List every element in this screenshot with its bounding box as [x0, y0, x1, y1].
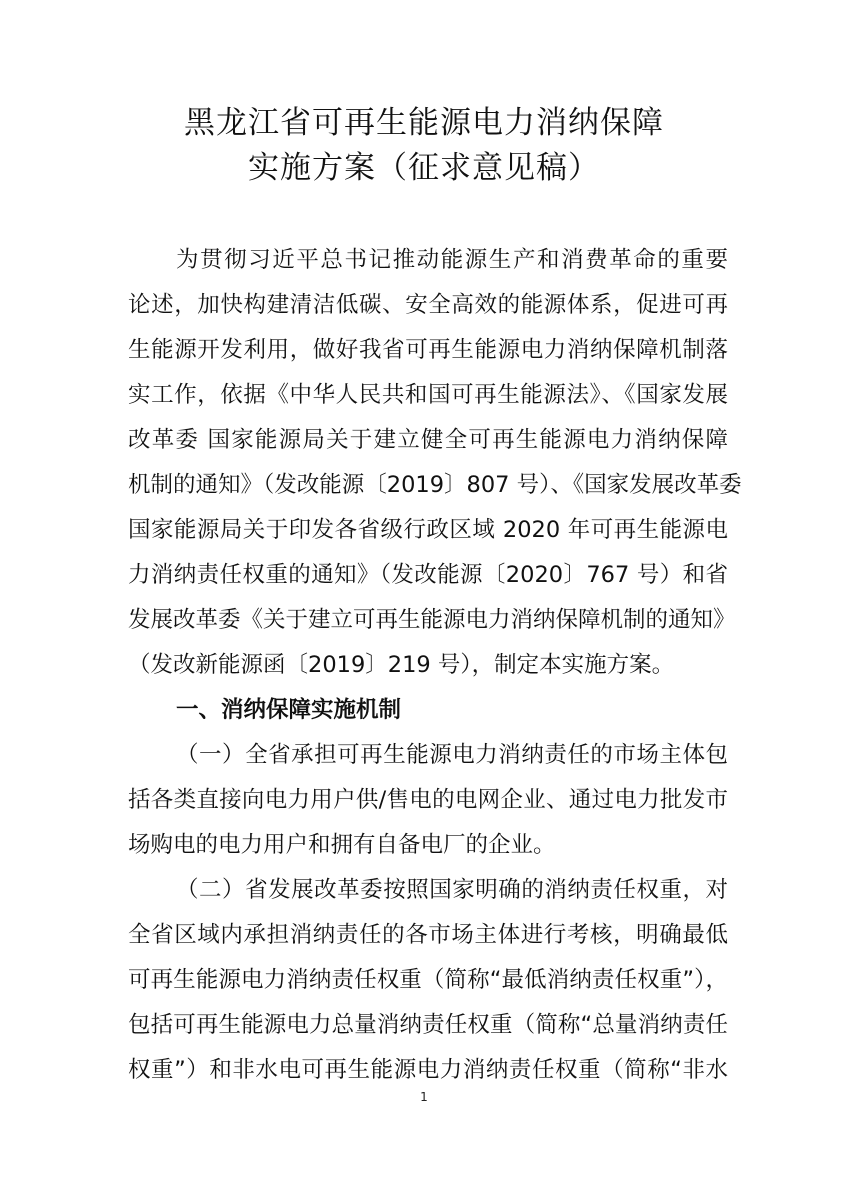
paragraph-line: （二）省发展改革委按照国家明确的消纳责任权重，对: [176, 877, 728, 903]
paragraph-line: 力消纳责任权重的通知》（发改能源〔2020〕767 号）和省: [128, 562, 728, 588]
paragraph-line: 生能源开发利用，做好我省可再生能源电力消纳保障机制落: [128, 337, 728, 363]
paragraph-line: 全省区域内承担消纳责任的各市场主体进行考核，明确最低: [128, 922, 728, 948]
paragraph-line: （一）全省承担可再生能源电力消纳责任的市场主体包: [176, 742, 728, 768]
paragraph-line: 可再生能源电力消纳责任权重（简称“最低消纳责任权重”），: [128, 967, 728, 993]
paragraph-line: 国家能源局关于印发各省级行政区域 2020 年可再生能源电: [128, 517, 728, 543]
section-heading: 一、消纳保障实施机制: [176, 697, 402, 723]
document-body: [128, 238, 742, 1093]
paragraph-line: 场购电的电力用户和拥有自备电厂的企业。: [128, 832, 556, 858]
paragraph-line: 实工作，依据《中华人民共和国可再生能源法》、《国家发展: [128, 382, 728, 408]
paragraph-line: （发改新能源函〔2019〕219 号），制定本实施方案。: [128, 652, 675, 678]
paragraph-line: 权重”）和非水电可再生能源电力消纳责任权重（简称“非水: [128, 1057, 728, 1083]
document-title-line-2: 实施方案（征求意见稿）: [248, 150, 600, 186]
paragraph-line: 包括可再生能源电力总量消纳责任权重（简称“总量消纳责任: [128, 1012, 728, 1038]
paragraph-line: 论述，加快构建清洁低碳、安全高效的能源体系，促进可再: [128, 292, 728, 318]
paragraph-line: 发展改革委《关于建立可再生能源电力消纳保障机制的通知》: [128, 607, 736, 633]
paragraph-line: 为贯彻习近平总书记推动能源生产和消费革命的重要: [176, 247, 728, 273]
document-title-line-1: 黑龙江省可再生能源电力消纳保障: [184, 105, 664, 141]
paragraph-line: 改革委 国家能源局关于建立健全可再生能源电力消纳保障: [128, 427, 728, 453]
paragraph-line: 括各类直接向电力用户供/售电的电网企业、通过电力批发市: [128, 787, 728, 813]
page-number: 1: [420, 1090, 428, 1104]
paragraph-line: 机制的通知》（发改能源〔2019〕807 号）、《国家发展改革委: [128, 472, 742, 498]
